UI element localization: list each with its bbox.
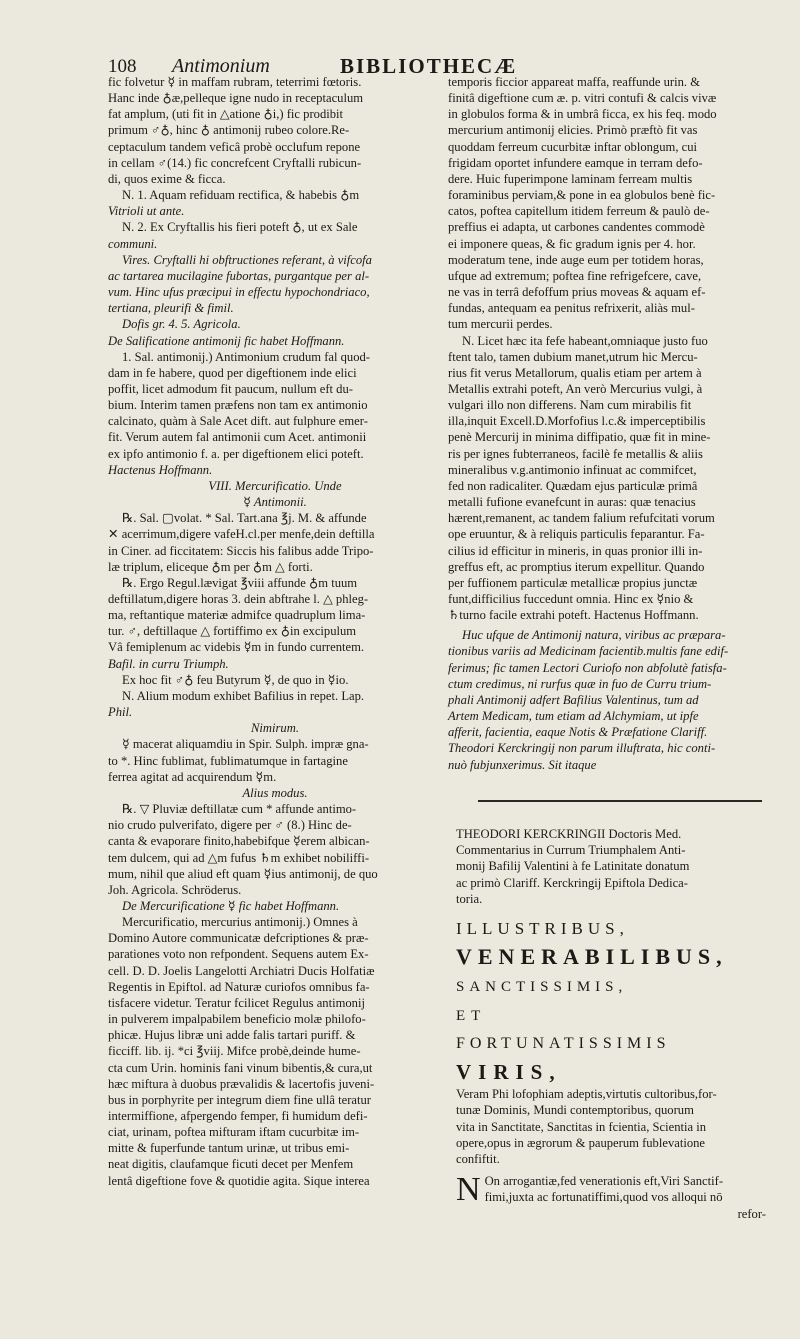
text-line: Hanc inde ♁æ,pelleque igne nudo in receptaculum [108,91,364,106]
dedication-line-venerabilibus: VENERABILIBUS, [456,944,728,970]
text-line: di, quos exime & ficca. [108,171,226,186]
text-line: ℞. ▽ Pluviæ deftillatæ cum * affunde antimo- [122,802,357,817]
text-line: Dofis gr. 4. 5. Agricola. [122,317,241,332]
dedication-intro-line: THEODORI KERCKRINGII Doctoris Med. [456,827,682,841]
left-text-column [108,74,442,1189]
text-line: ma, reftantique materiæ admifce quadruplum lima- [108,608,366,623]
running-topic: Antimonium [172,55,270,77]
text-line: Mercurificatio, mercurius antimonij.) Omnes à [122,915,358,930]
text-line: De Mercurificatione ☿ fic habet Hoffmann. [122,898,340,913]
text-line: in pulverem impalpabilem beneficio molæ philofo- [108,1012,366,1027]
text-line: parationes voto non refpondent. Sequens autem Ex- [108,947,369,962]
text-line: 1. Sal. antimonij.) Antimonium crudum fal quod- [122,349,371,364]
text-line: mitte & fuperfunde tantum urinæ, ut tribus emi- [108,1141,350,1156]
text-line: quoddam ferreum cucurbitæ inftar oblongum, cui [448,139,698,154]
text-line: cilius id efficitur in mineris, in quas pronior illi in- [448,543,703,558]
drop-capital: N [456,1171,481,1209]
text-line: foraminibus perviam,& pone in ea globulos benè fic- [448,188,716,203]
text-line: ℞. Sal. ▢volat. * Sal. Tart.ana ℥j. M. & affunde [122,511,367,526]
text-line: ex ipfo antimonio f. a. per digeftionem elici poteft. [108,446,364,461]
text-line: ne vas in terrâ defoffum prius moveas & aquam ef- [448,285,706,300]
text-line: tertiana, pleurifi & fimil. [108,301,234,316]
text-line: tem dulcem, qui ad △m fufus ♄m exhibet nobiliffi- [108,850,370,865]
dedication-line-viris: VIRIS, [456,1060,562,1085]
text-line: ftent talo, tamen dubium manet,utrum hic Mercu- [448,349,698,364]
text-line: penè Mercurij in minima diffipatio, quæ fit in mine- [448,430,711,445]
text-line: N. Alium modum exhibet Bafilius in repet. Lap. [122,688,365,703]
text-line: lentâ digeftione fove & quotidie agita. Sique interea [108,1173,370,1188]
text-line: VIII. Mercurificatio. Unde [208,478,342,493]
dedication-address-line: tunæ Dominis, Mundi contemptoribus, quorum [456,1103,694,1118]
text-line: Vâ femiplenum ac videbis ☿m in fundo currentem. [108,640,365,655]
text-line: canta & evaporare finito,habebifque ☿erem albican- [108,834,370,849]
text-line: dere. Huic fuperimpone laminam ferream multis [448,171,693,186]
text-line: Alius modus. [242,785,308,800]
dedication-intro-line: Commentarius in Currum Triumphalem Anti- [456,843,686,858]
text-line: phali Antimonij adfert Bafilius Valentinus, tum ad [448,692,699,707]
text-line: tionibus variis ad Medicinam facientib.multis fane edif- [448,644,729,659]
text-line: Artem Medicam, tum etiam ad Alchymiam, ut ipfe [448,709,699,724]
text-line: ♄turno facile extrahi poteft. Hactenus Hoffmann. [448,608,699,623]
text-line: nio crudo pulverifato, digere per ♂ (8.) Hinc de- [108,818,352,833]
text-line: Regentis in Epiftol. ad Naturæ curiofos omnibus fa- [108,979,370,994]
text-line: ceptaculum tandem veficâ probè occlufum repone [108,139,361,154]
text-line: preffius ei adapta, ut carbones candentes commodè [448,220,705,235]
text-line: hæc miftura à duobus prævalidis & lacertofis juveni- [108,1076,375,1091]
text-line: mum, nihil que aliud eft quam ☿ius antimonij, de quo [108,866,378,881]
text-line: bus in porphyrite per integrum diem fine ullâ teratur [108,1092,371,1107]
text-line: N. 2. Ex Cryftallis his fieri poteft ♁, ut ex Sale [122,220,358,235]
page-number: 108 [108,56,137,77]
text-line: finitâ digeftione cum æ. p. vitri contufi & calcis vivæ [448,91,717,106]
dedication-line-fortunatissimis: FORTUNATISSIMIS [456,1034,671,1052]
text-line: ficciff. lib. ij. *ci ℥viij. Mifce probè,deinde hume- [108,1044,361,1059]
text-line: Vitrioli ut ante. [108,204,185,219]
section-divider [478,800,762,802]
right-text-column [448,74,766,773]
text-line: ☿ macerat aliquamdiu in Spir. Sulph. impræ gna- [122,737,369,752]
text-line: Huc ufque de Antimonij natura, viribus ac præpara- [462,628,726,643]
text-line: tisfacere videtur. Teratur fcilicet Regulus antimonij [108,995,365,1010]
dedication-closing-line: fimi,juxta ac fortunatiffimi,quod vos alloqui nō [484,1190,723,1205]
text-line: ferimus; fic tamen Lectori Curiofo non abfolutè fatisfa- [448,660,727,675]
text-line: primum ♂♁, hinc ♁ antimonij rubeo colore.Re- [108,123,350,138]
dedication-intro [456,826,766,907]
text-line: ac tartarea mucilagine fubortas, purgantque per al- [108,268,370,283]
text-line: læ triplum, eliceque ♁m per ♁m △ forti. [108,559,313,574]
dedication-address [456,1086,766,1167]
text-line: metalli fufione evanefcunt in auras: quæ tenacius [448,495,696,510]
text-line: vum. Hinc ufus præcipui in effectu hypochondriaco, [108,285,370,300]
text-line: mineralibus v.g.antimonio infinuat ac commifcet, [448,462,697,477]
text-line: ctum credimus, ni rurfus quæ in fuo de Curru trium- [448,676,712,691]
text-line: ei imponere queas, & fic gradum ignis per 4. hor. [448,236,696,251]
text-line: N. 1. Aquam refiduam rectifica, & habebis ♁m [122,188,360,203]
text-line: rius fit verus Metallorum, qualis etiam per artem à [448,365,702,380]
text-line: illa,inquit Excell.D.Morfofius l.c.& imperceptibilis [448,414,706,429]
dedication-closing-line: On arrogantiæ,fed venerationis eft,Viri Sanctif- [484,1174,724,1189]
dedication-line-illustribus: ILLUSTRIBUS, [456,919,629,939]
text-line: afferit, facientia, eaque Notis & Præfatione Clariff. [448,725,708,740]
text-line: Nimirum. [251,721,299,736]
text-line: ☿ Antimonii. [243,495,307,510]
text-line: Vires. Cryftalli hi obftructiones referant, à vifcofa [122,252,372,267]
text-line: bium. Interim tamen præfens non tam ex antimonio [108,398,368,413]
text-line: intermiffione, afpergendo femper, fi humidum defi- [108,1109,368,1123]
text-line: ufque ad extremum; poftea fine refrigefcere, cave, [448,268,702,283]
dedication-intro-line: toria. [456,891,483,906]
dedication-closing [456,1171,766,1209]
dedication-address-line: vita in Sanctitate, Sanctitas in fcientia, Scientia in [456,1119,707,1134]
text-line: moderatum tene, inde auge eum per totidem horas, [448,252,704,267]
text-line: catos, poftea capitellum itidem ferreum & paulò de- [448,204,710,219]
text-line: dam in fe habere, quod per digeftionem inde elici [108,365,357,380]
text-line: Phil. [108,705,133,720]
text-line: calcinato, quàm à Sale Acet dift. aut fulphure emer- [108,414,368,429]
text-line: ciat, urinam, poftea mifturam iftam cucurbitæ im- [108,1125,360,1140]
text-line: ris per ignes fubterraneos, facilè fe metallis & aliis [448,446,703,461]
text-line: nuò fubjunxerimus. Sit itaque [448,757,597,772]
text-line: Theodori Kerckringij non parum illuftrata, hic conti- [448,741,716,756]
text-line: vulgari illo non differens. Nam cum mirabilis fit [448,398,692,413]
dedication-address-line: opere,opus in ægrorum & pauperum fublevatione [456,1135,706,1150]
text-line: funt,difficilius fuccedunt omnia. Hinc ex ☿nio & [448,592,694,606]
text-line: temporis ficcior appareat maffa, reaffunde urin. & [448,75,700,89]
text-line: hærent,remanent, ac tandem falium refufcitati vorum [448,511,715,526]
catchword: refor- [737,1206,766,1221]
dedication-line-sanctissimis: SANCTISSIMIS, [456,979,628,996]
text-line: neat digitis, claufamque ficuti decet per Menfem [108,1157,354,1172]
text-line: fic folvetur ☿ in maffam rubram, teterrimi fœtoris. [108,75,362,89]
text-line: in globulos forma & in umbrâ ficca, ex his feq. modo [448,107,717,122]
text-line: ℞. Ergo Regul.lævigat ℥viii affunde ♁m tuum [122,575,358,590]
dedication-address-line: Veram Phi lofophiam adeptis,virtutis cultoribus,for- [456,1087,717,1102]
text-line: fundas, antequam ea penitus refrixerit, aliàs mul- [448,301,695,316]
text-line: cell. D. D. Joelis Langelotti Archiatri Ducis Holfatiæ [108,963,375,978]
running-title: BIBLIOTHECÆ [340,54,518,78]
text-line: tur. ♂, deftillaque △ fortiffimo ex ♁in excipulum [108,624,357,639]
dedication-address-line: confiftit. [456,1152,500,1167]
text-line: communi. [108,236,158,251]
text-line: mercurium antimonij elicies. Primò præftò fit vas [448,123,698,138]
text-line: in cellam ♂(14.) fic concrefcent Cryftalli rubicun- [108,155,362,170]
text-line: fit. Verum autem fal antimonii cum Acet. antimonii [108,430,367,445]
text-line: Joh. Agricola. Schröderus. [108,882,242,897]
text-line: Metallis extrahi poteft, An verò Mercurius vulgi, à [448,381,703,396]
text-line: Ex hoc fit ♂♁ feu Butyrum ☿, de quo in ☿io. [122,672,349,687]
text-line: per fuffionem particulæ metallicæ propius junctæ [448,575,698,590]
text-line: fat amplum, (uti fit in △atione ♁i,) fic prodibit [108,107,344,122]
text-line: greffus eft, ac promptius iterum expellitur. Quando [448,559,705,574]
dedication-block [456,826,766,1222]
text-line: Hactenus Hoffmann. [108,462,213,477]
text-line: fed non radicaliter. Quædam ejus particulæ primâ [448,478,698,493]
text-line: cta cum Urin. hominis fani vinum bibentis,& cura,ut [108,1060,373,1075]
dedication-line-et: ET [456,1007,487,1024]
text-line: phicæ. Hujus libræ uni adde falis tartari puriff. & [108,1028,356,1043]
dedication-intro-line: monij Bafilij Valentini à fe Latinitate donatum [456,859,690,874]
text-line: frigidam oportet infundere eamque in terram defo- [448,155,703,170]
text-line: N. Licet hæc ita fefe habeant,omniaque justo fuo [462,333,708,348]
text-line: Domino Autore communicatæ defcriptiones & præ- [108,931,369,946]
text-line: ✕ acerrimum,digere vafeH.cl.per menfe,dein deftilla [108,527,375,542]
text-line: deftillatum,digere horas 3. dein abftrahe l. △ phleg- [108,592,369,606]
text-line: De Salificatione antimonij fic habet Hoffmann. [108,333,345,348]
dedication-intro-line: ac primò Clariff. Kerckringij Epiftola Dedica- [456,875,688,890]
text-line: to *. Hinc fublimat, fublimatumque in fartagine [108,753,348,768]
text-line: Bafil. in curru Triumph. [108,656,229,671]
text-line: poffit, licet admodum fit paucum, nullum eft du- [108,381,353,396]
text-line: ope eruuntur, & à reliquis particulis feparantur. Fa- [448,527,705,542]
text-line: tum mercurii perdes. [448,317,553,332]
text-line: in Ciner. ad ficcitatem: Siccis his falibus adde Tripo- [108,543,374,558]
text-line: ferrea agitat ad acquirendum ☿m. [108,769,277,784]
